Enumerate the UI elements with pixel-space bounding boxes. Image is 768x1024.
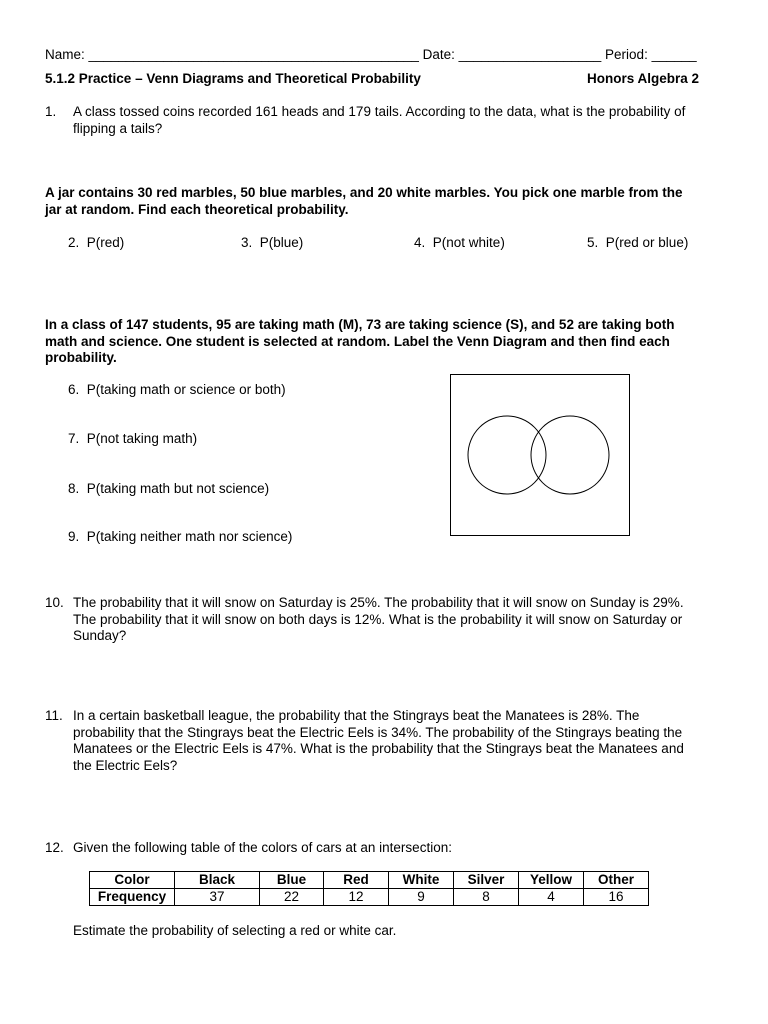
question-number: 11. (45, 708, 63, 723)
question-5 (587, 235, 688, 250)
question-text: P(taking math but not science) (86, 481, 270, 496)
question-text-line: Manatees or the Electric Eels is 47%. What is the probability that the Stingrays beat the Manatees and (73, 741, 684, 756)
question-2 (68, 235, 124, 250)
question-number: 5. (587, 235, 599, 250)
question-text: Given the following table of the colors of cars at an intersection: (73, 840, 452, 855)
question-text: P(blue) (259, 235, 304, 250)
table-header-cell: Silver (454, 872, 519, 889)
table-row (90, 889, 649, 906)
table-header-cell: Yellow (519, 872, 584, 889)
table-cell: 8 (454, 889, 519, 906)
instruction-line: A jar contains 30 red marbles, 50 blue marbles, and 20 white marbles. You pick one marble from the (45, 185, 683, 200)
question-text-line: flipping a tails? (73, 120, 163, 136)
table-header-cell: Black (175, 872, 260, 889)
table-header-row (90, 872, 649, 889)
question-number: 2. (68, 235, 80, 250)
table-cell: 37 (175, 889, 260, 906)
table-header-cell: Red (324, 872, 389, 889)
question-number: 4. (414, 235, 426, 250)
question-text: P(taking math or science or both) (86, 382, 286, 397)
question-text: P(not taking math) (86, 431, 198, 446)
question-text-line: The probability that it will snow on Saturday is 25%. The probability that it will snow on Sunday is 29%. (73, 595, 684, 610)
question-text: P(red) (86, 235, 125, 250)
instruction-line: math and science. One student is selected at random. Label the Venn Diagram and then find each (45, 333, 670, 349)
question-number: 1. (45, 104, 57, 119)
question-12-prompt: Estimate the probability of selecting a red or white car. (73, 923, 397, 938)
table-cell: 16 (584, 889, 649, 906)
question-text-line: Sunday? (73, 628, 127, 643)
venn-circle-math (468, 416, 546, 494)
table-cell: 4 (519, 889, 584, 906)
venn-diagram-svg (451, 375, 631, 537)
table-row-label: Frequency (90, 889, 175, 906)
name-date-period-line: Name: ____________________________________________ Date: ___________________ Period: ______ (45, 47, 697, 62)
table-header-cell: White (389, 872, 454, 889)
worksheet-title: 5.1.2 Practice – Venn Diagrams and Theoretical Probability (45, 71, 421, 86)
question-8 (68, 481, 269, 496)
question-text-line: In a certain basketball league, the probability that the Stingrays beat the Manatees is 28%. The (73, 708, 640, 723)
question-number: 12. (45, 840, 64, 855)
question-9 (68, 529, 292, 544)
venn-circle-science (531, 416, 609, 494)
question-text-line: The probability that it will snow on both days is 12%. What is the probability it will snow on Saturday or (73, 611, 683, 627)
question-3 (241, 235, 303, 250)
question-10 (45, 595, 684, 645)
question-number: 8. (68, 481, 80, 496)
table-cell: 12 (324, 889, 389, 906)
question-text: P(taking neither math nor science) (86, 529, 293, 544)
venn-instructions (45, 317, 674, 367)
question-number: 7. (68, 431, 80, 446)
question-text-line: probability that the Stingrays beat the Electric Eels is 34%. The probability of the Stingrays beating the (73, 724, 683, 740)
table-header-cell: Color (90, 872, 175, 889)
instruction-line: jar at random. Find each theoretical probability. (45, 201, 349, 217)
question-4 (414, 235, 505, 250)
question-7 (68, 431, 197, 446)
course-name: Honors Algebra 2 (587, 71, 700, 86)
table-header-cell: Other (584, 872, 649, 889)
car-colors-table (89, 871, 649, 906)
question-number: 6. (68, 382, 80, 397)
question-1 (45, 104, 685, 137)
question-text: P(red or blue) (605, 235, 689, 250)
question-6 (68, 382, 286, 397)
question-text-line: the Electric Eels? (73, 757, 178, 773)
question-11 (45, 708, 684, 774)
question-text: P(not white) (432, 235, 505, 250)
marbles-instructions (45, 185, 682, 218)
instruction-line: probability. (45, 350, 117, 365)
question-text-line: A class tossed coins recorded 161 heads and 179 tails. According to the data, what is the probability of (73, 104, 686, 119)
question-number: 10. (45, 595, 64, 610)
question-12 (45, 840, 452, 855)
question-number: 3. (241, 235, 253, 250)
venn-diagram (450, 374, 630, 536)
table-cell: 22 (260, 889, 324, 906)
instruction-line: In a class of 147 students, 95 are taking math (M), 73 are taking science (S), and 52 are taking both (45, 317, 675, 332)
table-header-cell: Blue (260, 872, 324, 889)
question-number: 9. (68, 529, 80, 544)
table-cell: 9 (389, 889, 454, 906)
